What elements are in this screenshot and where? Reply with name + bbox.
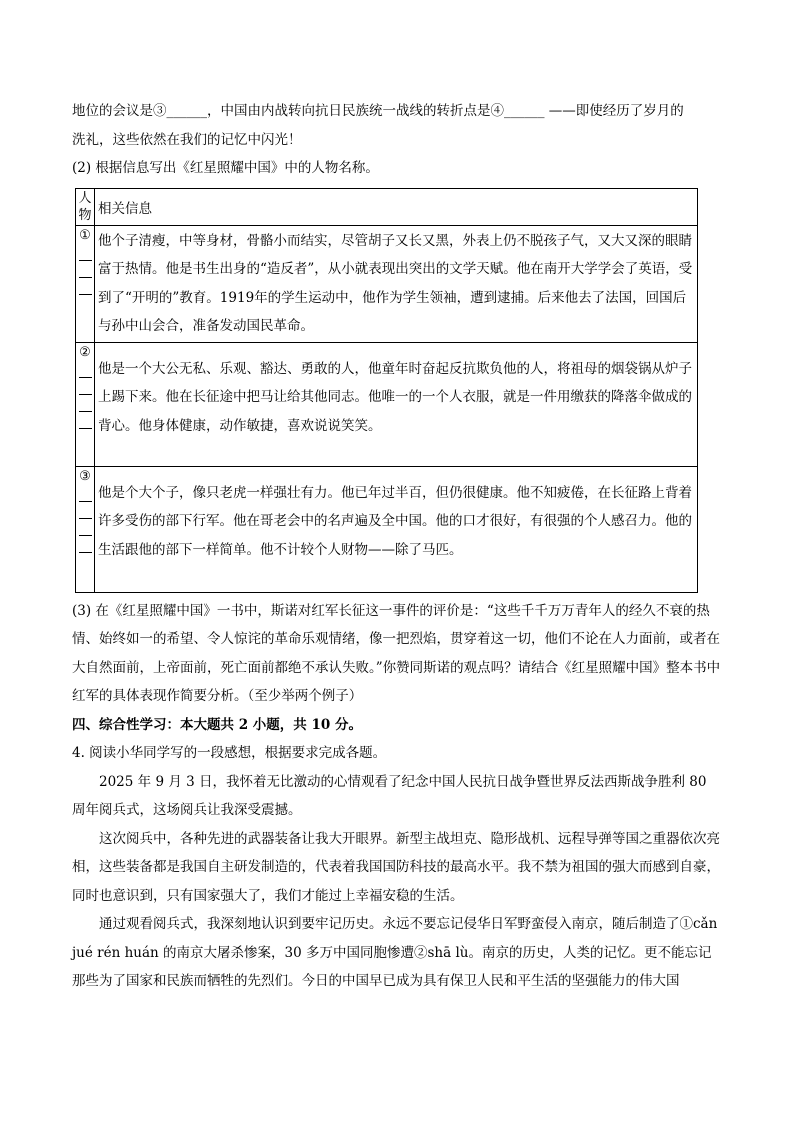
row-marker: ① xyxy=(79,227,91,243)
character-info-table xyxy=(75,188,698,593)
intro-line-1: 地位的会议是③______，中国由内战转向抗日民族统一战线的转折点是④______ ——即使经历了岁月的 xyxy=(72,103,684,119)
table-row xyxy=(76,225,698,342)
passage-paragraph-2: 这次阅兵中，各种先进的武器装备让我大开眼界。新型主战坦克、隐形战机、远程导弹等国之重器依次亮相，这些装备都是我国自主研发制造的，代表着我国国防科技的最高水平。我不禁为祖国的强大而感到自豪，同时也意识到，只有国家强大了，我们才能过上幸福安稳的生活。 xyxy=(72,830,720,904)
row-info: 他是个大个子，像只老虎一样强壮有力。他已年过半百，但仍很健康。他不知疲倦，在长征路上背着许多受伤的部下行军。他在哥老会中的名声遍及全中国。他的口才很好，有很强的个人感召力。他的生活跟他的部下一样简单。他不计较个人财物——除了马匹。 xyxy=(95,466,698,592)
table-row xyxy=(76,342,698,466)
table-row xyxy=(76,466,698,592)
passage-paragraph-3: 通过观看阅兵式，我深刻地认识到要牢记历史。永远不要忘记侵华日军野蛮侵入南京，随后制造了①cǎn jué rén huán 的南京大屠杀惨案，30 多万中国同胞惨遭②shā lù。南京的历史，人类的记忆。更不能忘记那些为了国家和民族而牺牲的先烈们。今日的中国早已成为具有保卫人民和平生活的坚强能力的伟大国 xyxy=(72,916,718,989)
exam-page xyxy=(72,0,722,996)
intro-line-2: 洗礼，这些依然在我们的记忆中闪光！ xyxy=(72,131,302,148)
answer-blank-2 xyxy=(76,342,95,466)
row-info: 他个子清瘦，中等身材，骨骼小而结实，尽管胡子又长又黑，外表上仍不脱孩子气，又大又深的眼睛富于热情。他是书生出身的“造反者”，从小就表现出突出的文学天赋。他在南开大学学会了英语，受到了“开明的”教育。1919年的学生运动中，他作为学生领袖，遭到逮捕。后来他去了法国，回国后与孙中山会合，准备发动国民革命。 xyxy=(95,225,698,342)
answer-blank-1 xyxy=(76,225,95,342)
question-2-prompt: (2) 根据信息写出《红星照耀中国》中的人物名称。 xyxy=(72,160,379,176)
row-marker: ② xyxy=(79,344,91,360)
table-header-row xyxy=(76,188,698,225)
row-marker: ③ xyxy=(79,468,91,484)
passage-paragraph-1: 2025 年 9 月 3 日，我怀着无比激动的心情观看了纪念中国人民抗日战争暨世界反法西斯战争胜利 80 周年阅兵式，这场阅兵让我深受震撼。 xyxy=(72,773,707,818)
section-4-heading: 四、综合性学习：本大题共 2 小题，共 10 分。 xyxy=(72,716,362,733)
row-info: 他是一个大公无私、乐观、豁达、勇敢的人，他童年时奋起反抗欺负他的人，将祖母的烟袋锅从炉子上踢下来。他在长征途中把马让给其他同志。他唯一的一个人衣服，就是一件用缴获的降落伞做成的背心。他身体健康，动作敏捷，喜欢说说笑笑。 xyxy=(95,342,698,466)
answer-blank-3 xyxy=(76,466,95,592)
question-3-text: (3) 在《红星照耀中国》一书中，斯诺对红军长征这一事件的评价是：“这些千千万万青年人的经久不衰的热情、始终如一的希望、令人惊诧的革命乐观情绪，像一把烈焰，贯穿着这一切，他们不论在人力面前，或者在大自然面前，上帝面前，死亡面前都绝不承认失败。”你赞同斯诺的观点吗？请结合《红星照耀中国》整本书中红军的具体表现作简要分析。（至少举两个例子） xyxy=(72,602,721,704)
question-4-prompt: 4. 阅读小华同学写的一段感想，根据要求完成各题。 xyxy=(72,745,387,761)
header-info: 相关信息 xyxy=(95,188,698,225)
header-person: 人物 xyxy=(76,188,95,225)
